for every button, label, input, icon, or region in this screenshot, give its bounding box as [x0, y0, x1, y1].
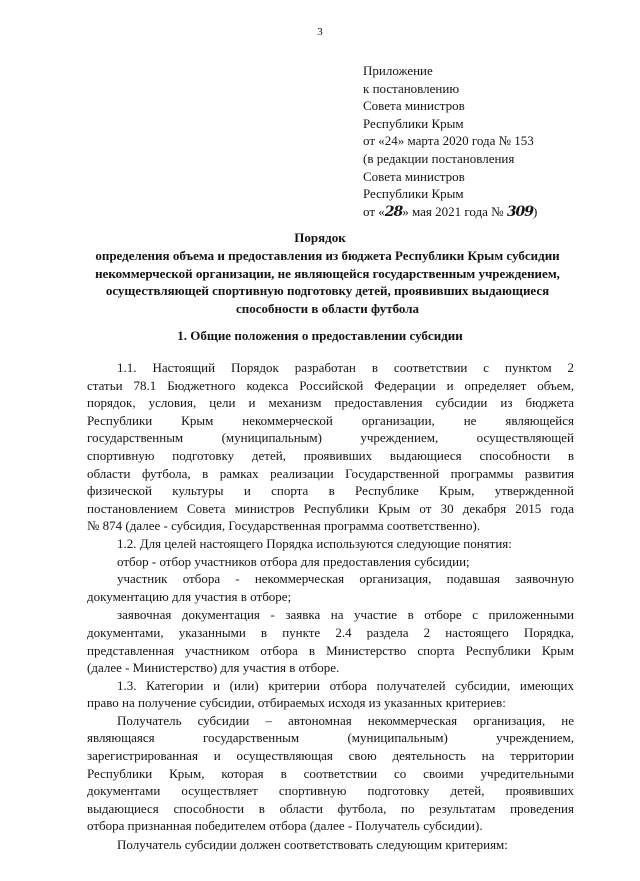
paragraph-line: порядок, условия, цели и механизм предоставления субсидии из бюджета: [87, 395, 574, 411]
appendix-line: Совета министров: [363, 98, 465, 114]
paragraph-line: постановлением Совета министров Республики Крым от 30 декабря 2015 года: [87, 500, 574, 516]
paragraph-line: № 874 (далее - субсидия, Государственная программа соответственно).: [87, 518, 481, 534]
paragraph-line: (далее - Министерство) для участия в отборе.: [87, 660, 340, 676]
paragraph-line: 1.3. Категории и (или) критерии отбора получателей субсидии, имеющих: [117, 677, 574, 693]
paragraph-1-3: [87, 677, 574, 712]
date-middle: » мая 2021 года №: [402, 203, 504, 219]
appendix-line: Приложение: [363, 63, 433, 78]
paragraph-line: документами, указанными в пункте 2.4 раздела 2 настоящего Порядка,: [87, 624, 574, 640]
paragraph-line: право на получение субсидии, отбираемых исходя из указанных критериев:: [87, 695, 506, 711]
definition-uchastnik: [87, 570, 574, 605]
date-prefix: от «: [363, 203, 385, 219]
section-heading: 1. Общие положения о предоставлении субсидии: [177, 328, 463, 343]
paragraph-line: заявочная документация - заявка на участие в отборе с приложенными: [117, 607, 574, 623]
page-number: 3: [317, 26, 323, 38]
definition-otbor: [87, 553, 574, 571]
paragraph-line: Республики Крым некоммерческой организации, не являющейся: [87, 412, 574, 428]
paragraph-line: Получатель субсидии должен соответствовать следующим критериям:: [117, 837, 508, 853]
document-body: [87, 359, 574, 854]
paragraph-line: физической культуры и спорта в Республике Крым, утвержденной: [87, 483, 574, 499]
paragraph-line: Республики Крым, которая в соответствии со своими учредительными: [87, 765, 574, 781]
appendix-line: Республики Крым: [363, 186, 464, 202]
recipient-criteria-intro: [87, 836, 574, 854]
appendix-last-line: [363, 203, 537, 222]
appendix-line: от «24» марта 2020 года № 153: [363, 133, 534, 149]
appendix-header: [363, 62, 537, 221]
date-suffix: ): [533, 203, 538, 219]
paragraph-line: спортивную подготовку детей, проявивших выдающиеся способности в: [87, 447, 574, 463]
handwritten-number: 309: [506, 203, 534, 220]
paragraph-1-1: [87, 359, 574, 535]
paragraph-line: являющаяся государственным (муниципальным) учреждением,: [87, 730, 574, 746]
paragraph-line: статьи 78.1 Бюджетного кодекса Российской Федерации и определяет объем,: [87, 377, 574, 393]
paragraph-line: 1.1. Настоящий Порядок разработан в соответствии с пунктом 2: [117, 360, 574, 375]
definition-zayavochnaya: [87, 606, 574, 676]
paragraph-line: Получатель субсидии – автономная некоммерческая организация, не: [117, 712, 574, 728]
paragraph-line: отбора признанная победителем отбора (далее - Получатель субсидии).: [87, 818, 483, 834]
paragraph-line: документами осуществляет спортивную подготовку детей, проявивших: [87, 783, 574, 799]
appendix-line: (в редакции постановления: [363, 150, 515, 166]
appendix-line: к постановлению: [363, 80, 460, 96]
paragraph-line: области футбола, в рамках реализации Государственной программы развития: [87, 465, 574, 481]
paragraph-line: зарегистрированная и осуществляющая свою деятельность на территории: [87, 748, 574, 764]
document-title: Порядок: [294, 230, 346, 245]
paragraph-line: документацию для участия в отборе;: [87, 588, 292, 604]
paragraph-line: представленная участником отбора в Министерство спорта Республики Крым: [87, 642, 574, 658]
document-subtitle: определения объема и предоставления из бюджета Республики Крым субсидии некоммерческой организации, не являющейся государственным учреждением, осуществляющей спортивную подготовку детей, проявивших выдающиеся способности в области футбола: [95, 248, 560, 316]
appendix-line: Совета министров: [363, 168, 465, 184]
appendix-line: Республики Крым: [363, 115, 464, 131]
paragraph-line: выдающиеся способности в области футбола, по результатам проведения: [87, 800, 574, 816]
paragraph-line: государственным (муниципальным) учреждением, осуществляющей: [87, 430, 574, 446]
recipient-definition: [87, 712, 574, 835]
paragraph-1-2: [87, 535, 574, 553]
paragraph-line: участник отбора - некоммерческая организация, подавшая заявочную: [117, 571, 574, 587]
paragraph-line: отбор - отбор участников отбора для предоставления субсидии;: [117, 553, 470, 569]
handwritten-day: 28: [384, 203, 403, 220]
paragraph-line: 1.2. Для целей настоящего Порядка используются следующие понятия:: [117, 535, 512, 551]
